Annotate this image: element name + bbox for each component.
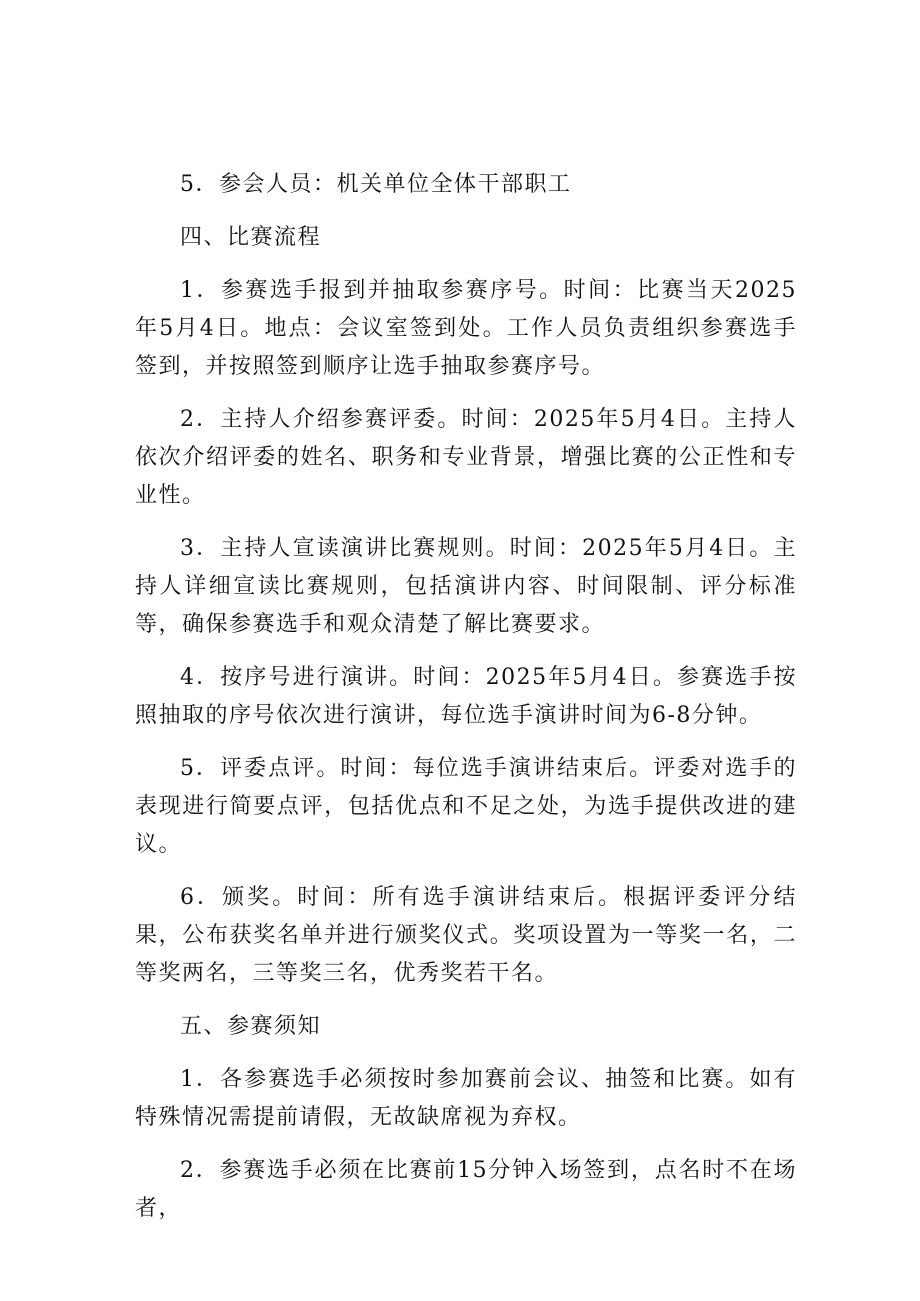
paragraph-process-step-1: 1．参赛选手报到并抽取参赛序号。时间：比赛当天2025年5月4日。地点：会议室签到处。工作人员负责组织参赛选手签到，并按照签到顺序让选手抽取参赛序号。 [135,278,797,379]
paragraph-process-step-2: 2．主持人介绍参赛评委。时间：2025年5月4日。主持人依次介绍评委的姓名、职务和专业背景，增强比赛的公正性和专业性。 [135,407,797,508]
paragraph-notice-1: 1．各参赛选手必须按时参加赛前会议、抽签和比赛。如有特殊情况需提前请假，无故缺席视为弃权。 [135,1067,797,1130]
section-heading-competition-process: 四、比赛流程 [180,225,322,250]
paragraph-attendees: 5．参会人员：机关单位全体干部职工 [180,172,572,197]
paragraph-process-step-4: 4．按序号进行演讲。时间：2025年5月4日。参赛选手按照抽取的序号依次进行演讲，每位选手演讲时间为6-8分钟。 [135,665,797,728]
paragraph-process-step-3: 3．主持人宣读演讲比赛规则。时间：2025年5月4日。主持人详细宣读比赛规则，包括演讲内容、时间限制、评分标准等，确保参赛选手和观众清楚了解比赛要求。 [135,536,797,637]
section-heading-participant-notice: 五、参赛须知 [180,1014,322,1039]
paragraph-notice-2: 2．参赛选手必须在比赛前15分钟入场签到，点名时不在场者， [135,1158,797,1221]
paragraph-process-step-6: 6．颁奖。时间：所有选手演讲结束后。根据评委评分结果，公布获奖名单并进行颁奖仪式。奖项设置为一等奖一名，二等奖两名，三等奖三名，优秀奖若干名。 [135,885,797,986]
paragraph-process-step-5: 5．评委点评。时间：每位选手演讲结束后。评委对选手的表现进行简要点评，包括优点和不足之处，为选手提供改进的建议。 [135,756,797,857]
document-body [135,166,797,1243]
